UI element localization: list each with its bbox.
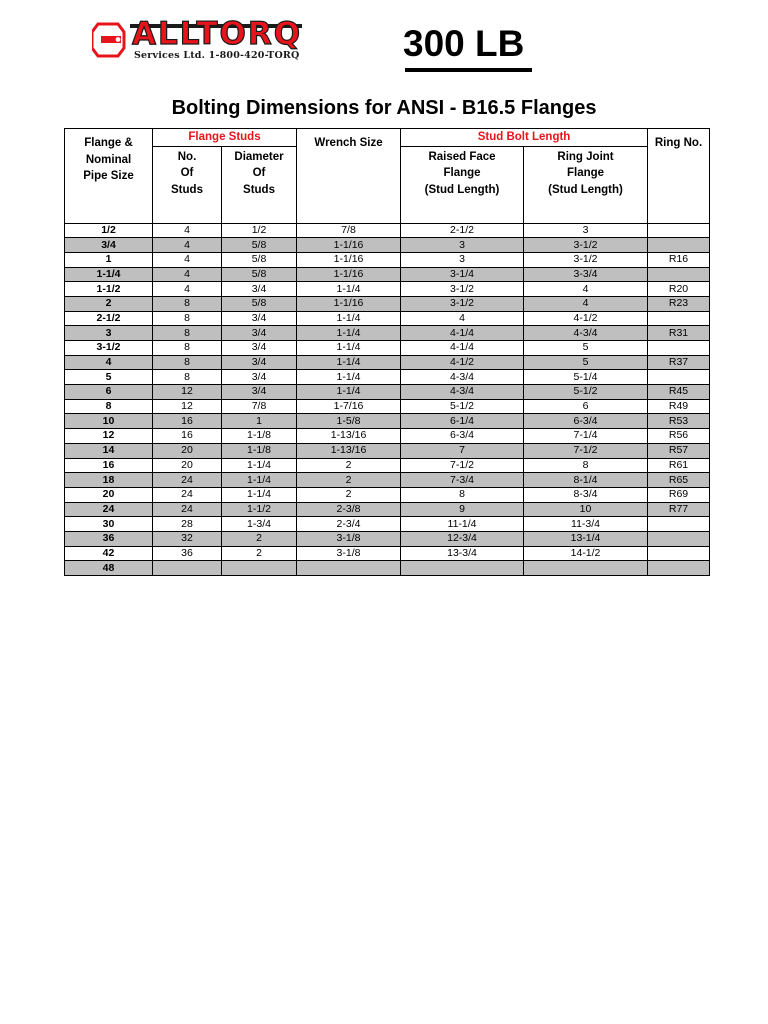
cell-raised-face-length: 3 (401, 238, 524, 253)
cell-raised-face-length: 4-1/4 (401, 341, 524, 356)
cell-ring-joint-length: 14-1/2 (524, 546, 648, 561)
pressure-rating: 300 LB (403, 23, 525, 64)
cell-pipe-size: 48 (65, 561, 153, 576)
cell-wrench-size: 1-1/4 (297, 326, 401, 341)
table-row (65, 341, 710, 356)
cell-ring-joint-length (524, 561, 648, 576)
logo-brand-text: ALLTORQ (132, 16, 303, 52)
cell-ring-joint-length: 5 (524, 341, 648, 356)
cell-num-studs: 20 (153, 443, 222, 458)
cell-ring-joint-length: 5-1/2 (524, 385, 648, 400)
cell-raised-face-length: 9 (401, 502, 524, 517)
cell-wrench-size: 1-1/4 (297, 341, 401, 356)
cell-ring-no: R65 (648, 473, 710, 488)
cell-raised-face-length: 2-1/2 (401, 223, 524, 238)
table-row (65, 326, 710, 341)
cell-num-studs: 28 (153, 517, 222, 532)
cell-ring-no: R16 (648, 252, 710, 267)
cell-raised-face-length: 3-1/4 (401, 267, 524, 282)
cell-ring-no (648, 546, 710, 561)
cell-raised-face-length: 13-3/4 (401, 546, 524, 561)
cell-pipe-size: 24 (65, 502, 153, 517)
cell-stud-diameter: 1-1/8 (222, 429, 297, 444)
cell-wrench-size: 1-13/16 (297, 429, 401, 444)
cell-ring-joint-length: 3-1/2 (524, 238, 648, 253)
table-row (65, 414, 710, 429)
group-header-flange-studs: Flange Studs (153, 129, 297, 147)
cell-raised-face-length: 4-1/4 (401, 326, 524, 341)
cell-ring-no: R31 (648, 326, 710, 341)
cell-raised-face-length: 4-3/4 (401, 370, 524, 385)
header-ring-joint: Ring Joint Flange (Stud Length) (524, 146, 648, 223)
cell-stud-diameter: 3/4 (222, 326, 297, 341)
cell-num-studs: 4 (153, 267, 222, 282)
rating-underline (405, 68, 532, 72)
table-row (65, 385, 710, 400)
cell-ring-no (648, 223, 710, 238)
cell-raised-face-length: 3 (401, 252, 524, 267)
cell-stud-diameter: 1 (222, 414, 297, 429)
cell-num-studs: 24 (153, 487, 222, 502)
cell-ring-no: R37 (648, 355, 710, 370)
cell-wrench-size: 1-1/16 (297, 238, 401, 253)
cell-wrench-size: 3-1/8 (297, 546, 401, 561)
cell-pipe-size: 3 (65, 326, 153, 341)
cell-ring-joint-length: 10 (524, 502, 648, 517)
cell-wrench-size: 3-1/8 (297, 531, 401, 546)
cell-raised-face-length: 12-3/4 (401, 531, 524, 546)
cell-pipe-size: 1 (65, 252, 153, 267)
cell-num-studs: 12 (153, 399, 222, 414)
cell-ring-no: R57 (648, 443, 710, 458)
cell-ring-no (648, 267, 710, 282)
cell-pipe-size: 4 (65, 355, 153, 370)
cell-stud-diameter: 1-3/4 (222, 517, 297, 532)
cell-num-studs: 12 (153, 385, 222, 400)
cell-num-studs: 8 (153, 341, 222, 356)
cell-stud-diameter: 1/2 (222, 223, 297, 238)
cell-ring-joint-length: 4-3/4 (524, 326, 648, 341)
cell-ring-no: R23 (648, 296, 710, 311)
cell-pipe-size: 3-1/2 (65, 341, 153, 356)
table-row (65, 531, 710, 546)
cell-raised-face-length: 11-1/4 (401, 517, 524, 532)
cell-ring-no: R61 (648, 458, 710, 473)
cell-ring-no (648, 517, 710, 532)
cell-stud-diameter: 5/8 (222, 238, 297, 253)
bolting-dimensions-table (64, 128, 710, 576)
cell-num-studs: 32 (153, 531, 222, 546)
cell-wrench-size: 1-1/16 (297, 267, 401, 282)
header-num-studs: No. Of Studs (153, 146, 222, 223)
cell-ring-no (648, 531, 710, 546)
cell-pipe-size: 1-1/2 (65, 282, 153, 297)
cell-stud-diameter: 2 (222, 546, 297, 561)
cell-num-studs: 4 (153, 238, 222, 253)
table-row (65, 238, 710, 253)
cell-wrench-size: 1-1/16 (297, 252, 401, 267)
cell-ring-no: R56 (648, 429, 710, 444)
header-wrench-size: Wrench Size (297, 129, 401, 224)
table-row (65, 429, 710, 444)
cell-ring-no (648, 238, 710, 253)
cell-ring-joint-length: 8-1/4 (524, 473, 648, 488)
cell-pipe-size: 30 (65, 517, 153, 532)
cell-num-studs (153, 561, 222, 576)
cell-num-studs: 16 (153, 414, 222, 429)
wrench-emblem-icon (92, 24, 124, 56)
cell-pipe-size: 18 (65, 473, 153, 488)
cell-raised-face-length: 7-1/2 (401, 458, 524, 473)
header-raised-face: Raised Face Flange (Stud Length) (401, 146, 524, 223)
cell-stud-diameter (222, 561, 297, 576)
cell-pipe-size: 42 (65, 546, 153, 561)
table-row (65, 473, 710, 488)
cell-wrench-size: 1-1/4 (297, 370, 401, 385)
cell-num-studs: 8 (153, 370, 222, 385)
cell-pipe-size: 16 (65, 458, 153, 473)
cell-pipe-size: 5 (65, 370, 153, 385)
cell-stud-diameter: 1-1/2 (222, 502, 297, 517)
cell-stud-diameter: 5/8 (222, 252, 297, 267)
cell-ring-joint-length: 4 (524, 282, 648, 297)
table-row (65, 502, 710, 517)
cell-wrench-size: 1-1/4 (297, 282, 401, 297)
table-row (65, 487, 710, 502)
cell-raised-face-length: 7-3/4 (401, 473, 524, 488)
table-row (65, 546, 710, 561)
cell-pipe-size: 10 (65, 414, 153, 429)
cell-stud-diameter: 5/8 (222, 267, 297, 282)
group-header-stud-bolt-length: Stud Bolt Length (401, 129, 648, 147)
cell-stud-diameter: 1-1/4 (222, 473, 297, 488)
cell-num-studs: 8 (153, 296, 222, 311)
cell-pipe-size: 2-1/2 (65, 311, 153, 326)
cell-wrench-size: 7/8 (297, 223, 401, 238)
cell-pipe-size: 1-1/4 (65, 267, 153, 282)
cell-num-studs: 24 (153, 502, 222, 517)
alltorq-logo (92, 18, 312, 64)
cell-num-studs: 24 (153, 473, 222, 488)
cell-stud-diameter: 7/8 (222, 399, 297, 414)
cell-pipe-size: 8 (65, 399, 153, 414)
table-row (65, 517, 710, 532)
cell-num-studs: 36 (153, 546, 222, 561)
cell-stud-diameter: 1-1/8 (222, 443, 297, 458)
cell-pipe-size: 12 (65, 429, 153, 444)
cell-wrench-size: 1-1/4 (297, 311, 401, 326)
cell-ring-joint-length: 3-3/4 (524, 267, 648, 282)
cell-ring-no: R69 (648, 487, 710, 502)
cell-pipe-size: 36 (65, 531, 153, 546)
cell-pipe-size: 3/4 (65, 238, 153, 253)
cell-num-studs: 8 (153, 311, 222, 326)
cell-num-studs: 16 (153, 429, 222, 444)
header-pipe-size: Flange & Nominal Pipe Size (65, 129, 153, 224)
cell-ring-joint-length: 8 (524, 458, 648, 473)
cell-wrench-size: 2 (297, 458, 401, 473)
cell-ring-no: R49 (648, 399, 710, 414)
cell-ring-joint-length: 4 (524, 296, 648, 311)
cell-stud-diameter: 3/4 (222, 311, 297, 326)
cell-ring-no (648, 370, 710, 385)
cell-ring-no: R53 (648, 414, 710, 429)
cell-ring-joint-length: 7-1/2 (524, 443, 648, 458)
cell-num-studs: 4 (153, 282, 222, 297)
cell-stud-diameter: 3/4 (222, 385, 297, 400)
cell-ring-joint-length: 5 (524, 355, 648, 370)
table-row (65, 223, 710, 238)
cell-stud-diameter: 3/4 (222, 355, 297, 370)
cell-ring-joint-length: 5-1/4 (524, 370, 648, 385)
cell-stud-diameter: 1-1/4 (222, 487, 297, 502)
cell-raised-face-length: 4-3/4 (401, 385, 524, 400)
cell-stud-diameter: 2 (222, 531, 297, 546)
cell-num-studs: 4 (153, 252, 222, 267)
cell-wrench-size: 2 (297, 473, 401, 488)
cell-stud-diameter: 3/4 (222, 370, 297, 385)
cell-raised-face-length: 6-1/4 (401, 414, 524, 429)
cell-raised-face-length: 3-1/2 (401, 282, 524, 297)
cell-wrench-size: 1-7/16 (297, 399, 401, 414)
cell-num-studs: 4 (153, 223, 222, 238)
cell-num-studs: 20 (153, 458, 222, 473)
cell-wrench-size (297, 561, 401, 576)
cell-raised-face-length (401, 561, 524, 576)
cell-pipe-size: 6 (65, 385, 153, 400)
table-row (65, 458, 710, 473)
cell-raised-face-length: 8 (401, 487, 524, 502)
cell-ring-joint-length: 3 (524, 223, 648, 238)
cell-stud-diameter: 3/4 (222, 282, 297, 297)
cell-wrench-size: 2-3/8 (297, 502, 401, 517)
table-row (65, 370, 710, 385)
table-row (65, 296, 710, 311)
cell-ring-no: R77 (648, 502, 710, 517)
page-title: Bolting Dimensions for ANSI - B16.5 Flanges (171, 97, 597, 119)
cell-wrench-size: 1-1/4 (297, 385, 401, 400)
cell-num-studs: 8 (153, 355, 222, 370)
cell-ring-joint-length: 7-1/4 (524, 429, 648, 444)
header-ring-no: Ring No. (648, 129, 710, 224)
cell-ring-no (648, 311, 710, 326)
cell-ring-joint-length: 3-1/2 (524, 252, 648, 267)
logo-subtitle: Services Ltd. 1-800-420-TORQ (134, 50, 300, 61)
cell-ring-joint-length: 6 (524, 399, 648, 414)
cell-wrench-size: 1-1/16 (297, 296, 401, 311)
cell-raised-face-length: 5-1/2 (401, 399, 524, 414)
cell-raised-face-length: 6-3/4 (401, 429, 524, 444)
cell-stud-diameter: 1-1/4 (222, 458, 297, 473)
table-row (65, 267, 710, 282)
cell-raised-face-length: 3-1/2 (401, 296, 524, 311)
cell-ring-joint-length: 6-3/4 (524, 414, 648, 429)
table-row (65, 561, 710, 576)
cell-ring-no (648, 341, 710, 356)
cell-ring-joint-length: 8-3/4 (524, 487, 648, 502)
cell-wrench-size: 1-1/4 (297, 355, 401, 370)
cell-wrench-size: 1-5/8 (297, 414, 401, 429)
table-row (65, 355, 710, 370)
cell-ring-joint-length: 13-1/4 (524, 531, 648, 546)
cell-wrench-size: 2-3/4 (297, 517, 401, 532)
cell-num-studs: 8 (153, 326, 222, 341)
cell-wrench-size: 1-13/16 (297, 443, 401, 458)
table-row (65, 399, 710, 414)
table-row (65, 252, 710, 267)
table-body (65, 223, 710, 576)
cell-ring-no: R45 (648, 385, 710, 400)
header-stud-diameter: Diameter Of Studs (222, 146, 297, 223)
cell-raised-face-length: 4-1/2 (401, 355, 524, 370)
cell-ring-no: R20 (648, 282, 710, 297)
cell-raised-face-length: 7 (401, 443, 524, 458)
cell-ring-joint-length: 11-3/4 (524, 517, 648, 532)
cell-ring-no (648, 561, 710, 576)
table-row (65, 282, 710, 297)
cell-ring-joint-length: 4-1/2 (524, 311, 648, 326)
cell-stud-diameter: 5/8 (222, 296, 297, 311)
cell-pipe-size: 14 (65, 443, 153, 458)
cell-stud-diameter: 3/4 (222, 341, 297, 356)
table-row (65, 443, 710, 458)
cell-wrench-size: 2 (297, 487, 401, 502)
cell-pipe-size: 2 (65, 296, 153, 311)
table-row (65, 311, 710, 326)
cell-pipe-size: 20 (65, 487, 153, 502)
cell-pipe-size: 1/2 (65, 223, 153, 238)
cell-raised-face-length: 4 (401, 311, 524, 326)
